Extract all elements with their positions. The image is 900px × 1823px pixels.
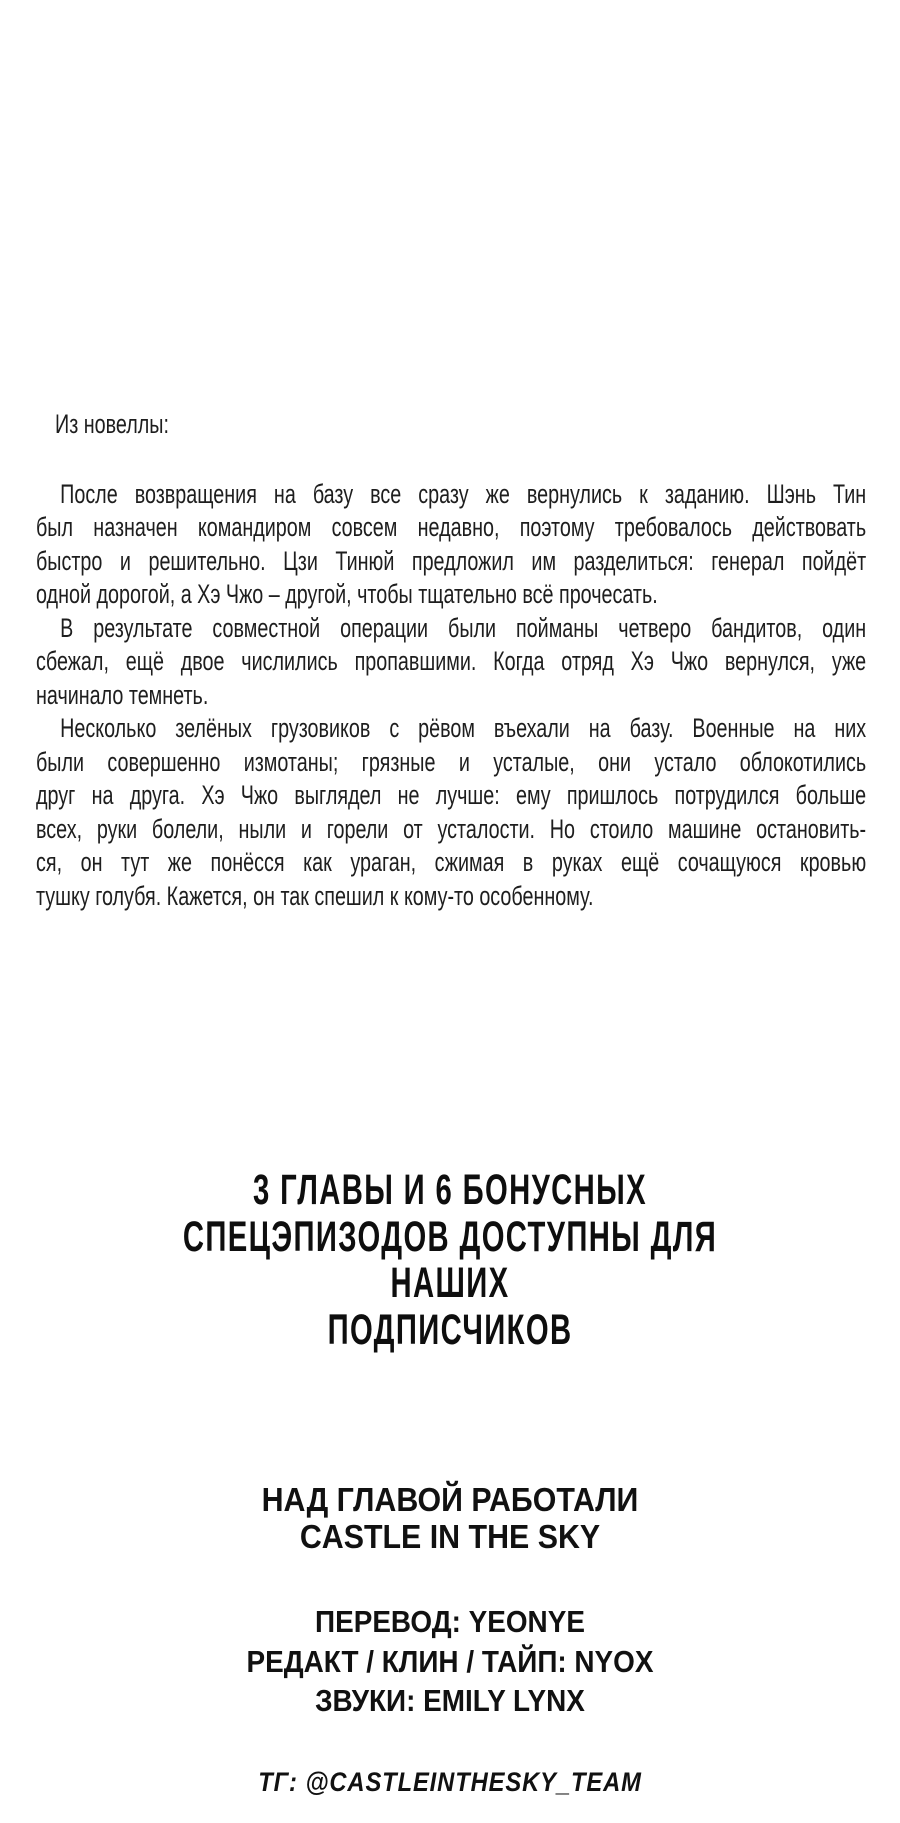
credits-roles <box>45 1602 855 1721</box>
excerpt-line: друг на друга. Хэ Чжо выглядел не лучше: ему пришлось потрудился больше <box>36 780 867 810</box>
excerpt-line: быстро и решительно. Цзи Тинюй предложил им разделиться: генерал пойдёт <box>36 545 867 576</box>
excerpt-paragraph <box>36 478 866 612</box>
excerpt-line: После возвращения на базу все сразу же вернулись к заданию. Шэнь Тин <box>60 478 867 509</box>
excerpt-line: Несколько зелёных грузовиков с рёвом въехали на базу. Военные на них <box>60 713 867 743</box>
promo-banner-line: ПОДПИСЧИКОВ <box>327 1305 573 1354</box>
excerpt-paragraphs <box>36 478 866 914</box>
credits-team-name: CASTLE IN THE SKY <box>299 1518 601 1555</box>
excerpt-line: В результате совместной операции были пойманы четверо бандитов, один <box>60 612 867 643</box>
excerpt-paragraph <box>36 712 866 913</box>
telegram-handle: ТГ: @CASTLEINTHESKY_TEAM <box>258 1767 642 1797</box>
excerpt-paragraph <box>36 612 866 713</box>
credits-team-block <box>36 1481 864 1555</box>
excerpt-line: начинало темнеть. <box>36 679 209 710</box>
excerpt-line: тушку голубя. Кажется, он так спешил к кому-то особенному. <box>36 880 594 911</box>
promo-banner-line: 3 ГЛАВЫ И 6 БОНУСНЫХ <box>253 1166 647 1214</box>
excerpt-line: сбежал, ещё двое числились пропавшими. Когда отряд Хэ Чжо вернулся, уже <box>36 646 867 676</box>
credits-role-line: ЗВУКИ: EMILY LYNX <box>315 1683 585 1718</box>
excerpt-line: одной дорогой, а Хэ Чжо – другой, чтобы тщательно всё прочесать. <box>36 579 658 609</box>
excerpt-line: был назначен командиром совсем недавно, поэтому требовалось действовать <box>36 512 867 542</box>
excerpt-line: всех, руки болели, ныли и горели от усталости. Но стоило машине остановить- <box>36 813 867 844</box>
credits-team-heading: НАД ГЛАВОЙ РАБОТАЛИ <box>261 1481 639 1518</box>
promo-banner <box>144 1167 756 1353</box>
credits-role-line: ПЕРЕВОД: YEONYE <box>315 1604 585 1639</box>
credits-role-line: РЕДАКТ / КЛИН / ТАЙП: NYOX <box>246 1643 654 1679</box>
excerpt-line: были совершенно измотаны; грязные и усталые, они устало облокотились <box>36 746 867 777</box>
promo-banner-line: СПЕЦЭПИЗОДОВ ДОСТУПНЫ ДЛЯ НАШИХ <box>182 1212 718 1307</box>
novel-excerpt <box>36 408 866 913</box>
excerpt-line: ся, он тут же понёсся как ураган, сжимая в руках ещё сочащуюся кровью <box>36 847 867 877</box>
novel-excerpt-label: Из новеллы: <box>55 409 169 439</box>
